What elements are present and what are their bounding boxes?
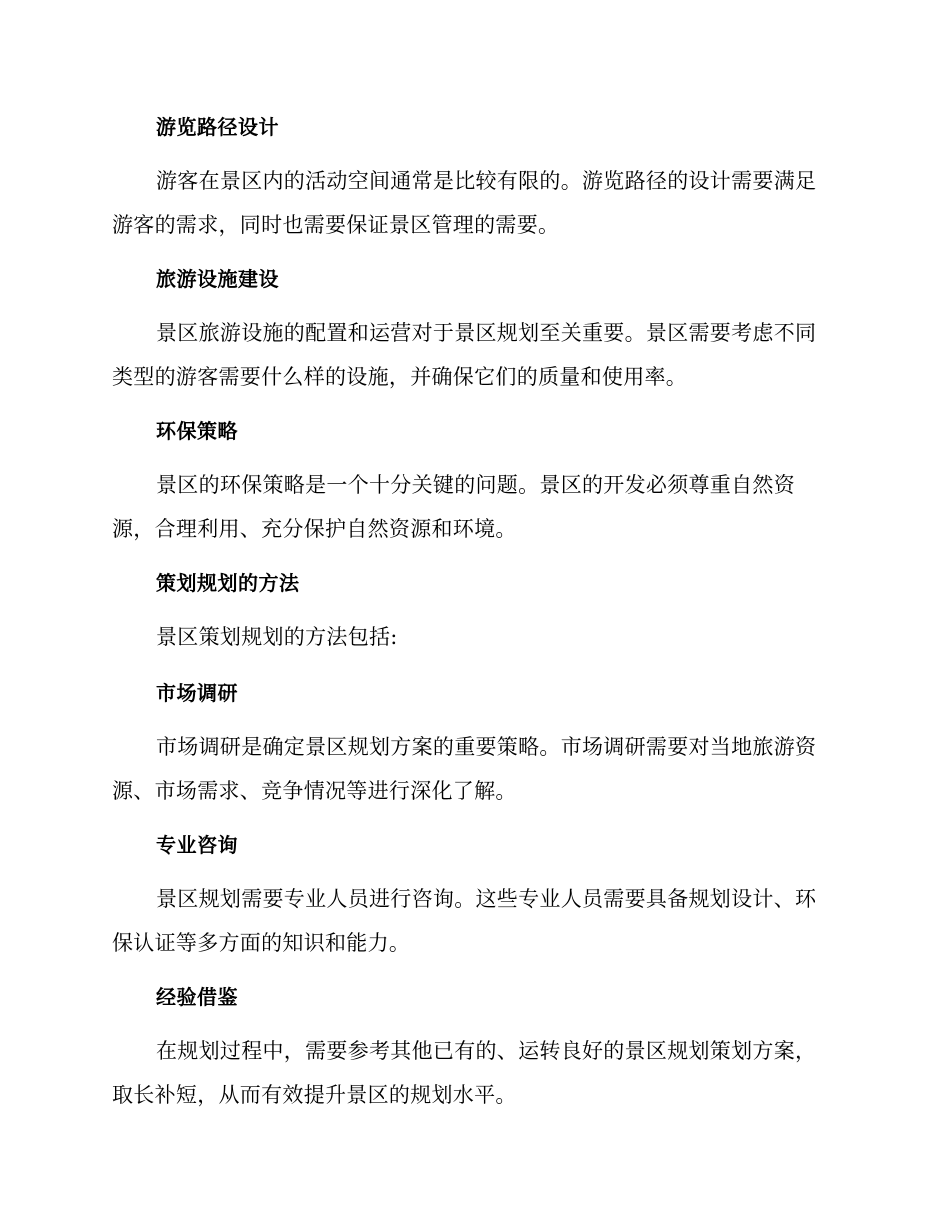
section-heading-eco-strategy: 环保策略: [156, 419, 238, 443]
section-body-experience: 在规划过程中，需要参考其他已有的、运转良好的景区规划策划方案，取长补短，从而有效提升景区的规划水平。: [112, 1039, 817, 1107]
section-body-eco-strategy: 景区的环保策略是一个十分关键的问题。景区的开发必须尊重自然资源，合理利用、充分保护自然资源和环境。: [112, 473, 795, 541]
section-body-consulting: 景区规划需要专业人员进行咨询。这些专业人员需要具备规划设计、环保认证等多方面的知识和能力。: [112, 887, 817, 955]
section-heading-market-research: 市场调研: [156, 681, 238, 705]
section-body-market-research: 市场调研是确定景区规划方案的重要策略。市场调研需要对当地旅游资源、市场需求、竞争情况等进行深化了解。: [112, 735, 817, 803]
section-body-facilities: 景区旅游设施的配置和运营对于景区规划至关重要。景区需要考虑不同类型的游客需要什么样的设施，并确保它们的质量和使用率。: [112, 321, 817, 389]
section-heading-experience: 经验借鉴: [156, 985, 238, 1009]
section-body-tour-route: 游客在景区内的活动空间通常是比较有限的。游览路径的设计需要满足游客的需求，同时也需要保证景区管理的需要。: [112, 169, 817, 237]
section-heading-consulting: 专业咨询: [156, 833, 238, 857]
section-heading-facilities: 旅游设施建设: [156, 267, 279, 291]
section-body-planning-methods: 景区策划规划的方法包括:: [156, 625, 398, 649]
section-heading-planning-methods: 策划规划的方法: [156, 571, 300, 595]
section-heading-tour-route: 游览路径设计: [156, 115, 279, 139]
